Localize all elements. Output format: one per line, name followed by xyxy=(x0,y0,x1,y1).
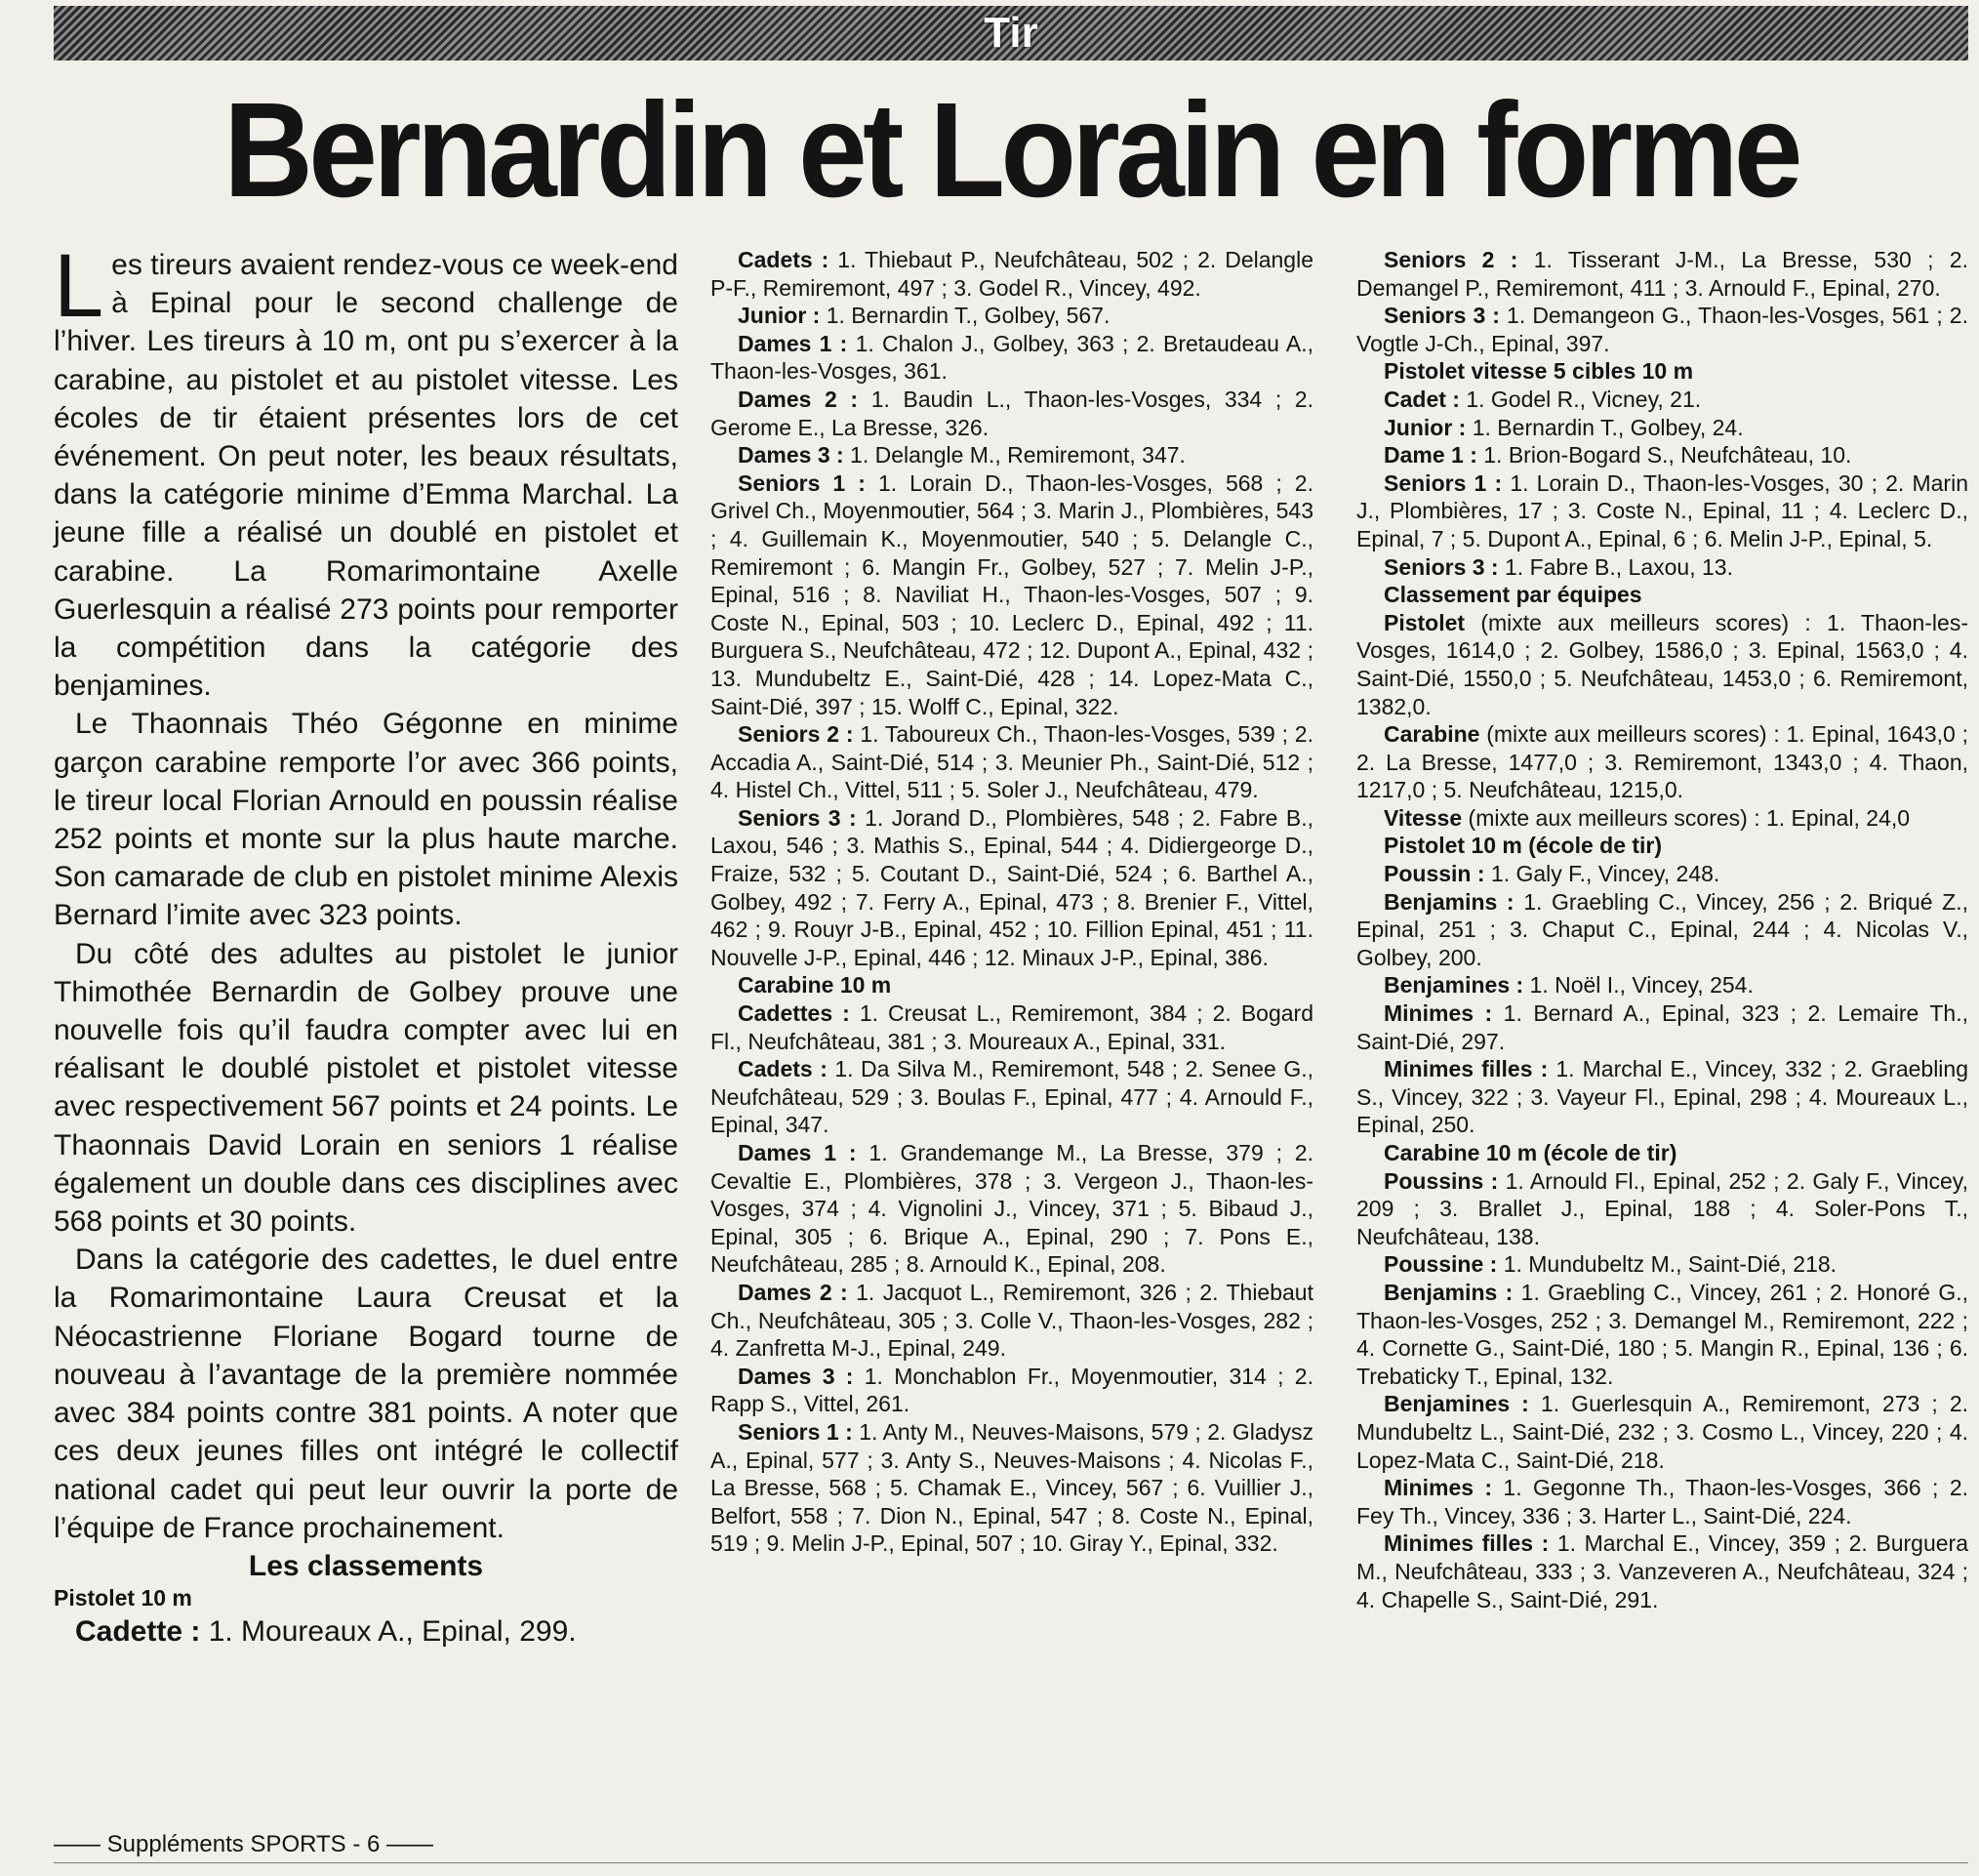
result-entry: Seniors 2 : 1. Tisserant J-M., La Bresse, 530 ; 2. Demangel P., Remiremont, 411 ; 3. Arnould F., Epinal, 270. xyxy=(1356,247,1968,301)
article-paragraph-3: Du côté des adultes au pistolet le junior Thimothée Bernardin de Golbey prouve une nouvelle fois qu’il faudra compter avec lui en réalisant le doublé pistolet et pistolet vitesse avec respectivement 567 points et 24 points. Le Thaonnais David Lorain en seniors 1 réalise également un double dans ces disciplines avec 568 points et 30 points. xyxy=(54,937,678,1239)
result-entry: Seniors 3 : 1. Jorand D., Plombières, 548 ; 2. Fabre B., Laxou, 546 ; 3. Mathis S., Epinal, 544 ; 4. Didiergeorge D., Fraize, 532 ; 5. Coutant D., Saint-Dié, 524 ; 6. Barthel A., Golbey, 492 ; 7. Ferry A., Epinal, 473 ; 8. Brenier F., Vittel, 462 ; 9. Rouyr J-B., Epinal, 452 ; 10. Fillion Epinal, 451 ; 11. Nouvelle J-P., Epinal, 446 ; 12. Minaux J-P., Epinal, 386. xyxy=(710,804,1313,970)
result-entry: Seniors 2 : 1. Taboureux Ch., Thaon-les-Vosges, 539 ; 2. Accadia A., Saint-Dié, 514 ; 3. Meunier Ph., Saint-Dié, 512 ; 4. Histel Ch., Vittel, 511 ; 5. Soler J., Neufchâteau, 479. xyxy=(710,721,1313,803)
result-entry: Poussins : 1. Arnould Fl., Epinal, 252 ; 2. Galy F., Vincey, 209 ; 3. Brallet J., Epinal, 188 ; 4. Soler-Pons T., Neufchâteau, 138. xyxy=(1356,1167,1968,1249)
result-entry: Benjamines : 1. Guerlesquin A., Remiremont, 273 ; 2. Mundubeltz L., Saint-Dié, 232 ; 3. Cosmo L., Vincey, 220 ; 4. Lopez-Mata C., Saint-Dié, 218. xyxy=(1356,1391,1969,1473)
results-section-title: Carabine 10 m (école de tir) xyxy=(1384,1140,1677,1165)
bottom-rule xyxy=(54,1862,1968,1863)
result-entry: Dames 2 : 1. Baudin L., Thaon-les-Vosges, 334 ; 2. Gerome E., La Bresse, 326. xyxy=(710,386,1313,440)
result-entry: Pistolet (mixte aux meilleurs scores) : 1. Thaon-les-Vosges, 1614,0 ; 2. Golbey, 1586,0 ; 3. Epinal, 1563,0 ; 4. Saint-Dié, 1550,0 ; 5. Neufchâteau, 1453,0 ; 6. Remiremont, 1382,0. xyxy=(1356,609,1968,719)
classements-heading: Les classements xyxy=(248,1549,484,1582)
result-entry: Dames 3 : 1. Monchablon Fr., Moyenmoutier, 314 ; 2. Rapp S., Vittel, 261. xyxy=(710,1363,1313,1417)
result-entry: Junior : 1. Bernardin T., Golbey, 24. xyxy=(1384,414,1744,440)
results-section-title: Pistolet 10 m xyxy=(54,1584,192,1611)
result-entry: Seniors 1 : 1. Anty M., Neuves-Maisons, 579 ; 2. Gladysz A., Epinal, 577 ; 3. Anty S., Neuves-Maisons ; 4. Nicolas F., La Bresse, 568 ; 5. Chamak E., Vincey, 567 ; 6. Vuillier J., Belfort, 558 ; 7. Dion N., Epinal, 547 ; 8. Coste N., Epinal, 519 ; 9. Melin J-P., Epinal, 507 ; 10. Giray Y., Epinal, 332. xyxy=(710,1418,1313,1557)
result-entry: Dame 1 : 1. Brion-Bogard S., Neufchâteau, 10. xyxy=(1384,442,1852,469)
result-entry: Cadets : 1. Thiebaut P., Neufchâteau, 502 ; 2. Delangle P-F., Remiremont, 497 ; 3. Godel R., Vincey, 492. xyxy=(710,247,1314,301)
article-column-1 xyxy=(54,236,678,1651)
result-entry: Minimes : 1. Bernard A., Epinal, 323 ; 2. Lemaire Th., Saint-Dié, 297. xyxy=(1356,1000,1968,1054)
section-rubric xyxy=(54,6,1968,61)
results-section-title: Pistolet vitesse 5 cibles 10 m xyxy=(1384,358,1694,385)
page-footer: —— Suppléments SPORTS - 6 —— xyxy=(54,1830,433,1859)
result-entry: Dames 1 : 1. Grandemange M., La Bresse, 379 ; 2. Cevaltie E., Plombières, 378 ; 3. Vergeon J., Thaon-les-Vosges, 374 ; 4. Vignolini J., Vincey, 371 ; 5. Bibaud J., Epinal, 305 ; 6. Brique A., Epinal, 290 ; 7. Pons E., Neufchâteau, 285 ; 8. Arnould K., Epinal, 208. xyxy=(710,1140,1313,1278)
result-entry: Dames 2 : 1. Jacquot L., Remiremont, 326 ; 2. Thiebaut Ch., Neufchâteau, 305 ; 3. Colle V., Thaon-les-Vosges, 282 ; 4. Zanfretta M-J., Epinal, 249. xyxy=(710,1279,1313,1362)
result-entry: Seniors 1 : 1. Lorain D., Thaon-les-Vosges, 30 ; 2. Marin J., Plombières, 17 ; 3. Coste N., Epinal, 11 ; 4. Leclerc D., Epinal, 7 ; 5. Dupont A., Epinal, 6 ; 6. Melin J-P., Epinal, 5. xyxy=(1356,469,1968,551)
rubric-label: Tir xyxy=(984,9,1038,57)
result-entry: Cadettes : 1. Creusat L., Remiremont, 384 ; 2. Bogard Fl., Neufchâteau, 381 ; 3. Moureaux A., Epinal, 331. xyxy=(710,1000,1313,1054)
result-entry: Minimes filles : 1. Marchal E., Vincey, 332 ; 2. Graebling S., Vincey, 322 ; 3. Vayeur Fl., Epinal, 298 ; 4. Moureaux L., Epinal, 250. xyxy=(1356,1056,1969,1138)
result-entry: Poussin : 1. Galy F., Vincey, 248. xyxy=(1384,861,1720,887)
result-entry: Dames 3 : 1. Delangle M., Remiremont, 347. xyxy=(738,442,1186,469)
article-paragraph-4: Dans la catégorie des cadettes, le duel entre la Romarimontaine Laura Creusat et la Néocastrienne Floriane Bogard tourne de nouveau à l’avantage de la première nommée avec 384 points contre 381 points. A noter que ces deux jeunes filles ont intégré le collectif national cadet qui peut leur ouvrir la porte de l’équipe de France prochainement. xyxy=(54,1244,678,1544)
results-section-title: Classement par équipes xyxy=(1384,582,1642,608)
result-entry: Carabine (mixte aux meilleurs scores) : 1. Epinal, 1643,0 ; 2. La Bresse, 1477,0 ; 3. Remiremont, 1343,0 ; 4. Thaon, 1217,0 ; 5. Neufchâteau, 1215,0. xyxy=(1356,721,1968,803)
result-entry: Minimes : 1. Gegonne Th., Thaon-les-Vosges, 366 ; 2. Fey Th., Vincey, 336 ; 3. Harter L., Saint-Dié, 224. xyxy=(1356,1475,1968,1529)
headline: Bernardin et Lorain en forme xyxy=(223,75,1798,225)
result-entry: Cadet : 1. Godel R., Vicney, 21. xyxy=(1384,386,1702,412)
result-entry: Junior : 1. Bernardin T., Golbey, 567. xyxy=(738,303,1111,329)
result-entry: Seniors 3 : 1. Fabre B., Laxou, 13. xyxy=(1384,553,1733,580)
result-entry: Benjamines : 1. Noël I., Vincey, 254. xyxy=(1384,972,1754,999)
article-paragraph-1: Les tireurs avaient rendez-vous ce week-end à Epinal pour le second challenge de l’hiver. Les tireurs à 10 m, ont pu s’exercer à la carabine, au pistolet et au pistolet vitesse. Les écoles de tir étaient présentes lors de cet événement. On peut noter, les beaux résultats, dans la catégorie minime d’Emma Marchal. La jeune fille a réalisé un doublé en pistolet et carabine. La Romarimontaine Axelle Guerlesquin a réalisé 273 points pour remporter la compétition dans la catégorie des benjamines. xyxy=(54,236,678,703)
result-entry: Dames 1 : 1. Chalon J., Golbey, 363 ; 2. Bretaudeau A., Thaon-les-Vosges, 361. xyxy=(710,330,1313,385)
result-entry: Poussine : 1. Mundubeltz M., Saint-Dié, 218. xyxy=(1384,1251,1838,1278)
results-section-title: Pistolet 10 m (école de tir) xyxy=(1384,833,1663,859)
result-entry: Benjamins : 1. Graebling C., Vincey, 261 ; 2. Honoré G., Thaon-les-Vosges, 252 ; 3. Demangel M., Remiremont, 222 ; 4. Cornette G., Saint-Dié, 180 ; 5. Mangin R., Epinal, 136 ; 6. Trebaticky T., Epinal, 132. xyxy=(1356,1279,1968,1389)
results-column-2 xyxy=(710,246,1313,1558)
result-entry: Seniors 3 : 1. Demangeon G., Thaon-les-Vosges, 561 ; 2. Vogtle J-Ch., Epinal, 397. xyxy=(1356,303,1968,356)
results-column-3 xyxy=(1356,246,1968,1613)
result-entry: Benjamins : 1. Graebling C., Vincey, 256 ; 2. Briqué Z., Epinal, 251 ; 3. Chaput C., Epinal, 244 ; 4. Nicolas V., Golbey, 200. xyxy=(1356,888,1968,970)
result-entry: Vitesse (mixte aux meilleurs scores) : 1. Epinal, 24,0 xyxy=(1384,804,1911,831)
result-entry: Minimes filles : 1. Marchal E., Vincey, 359 ; 2. Burguera M., Neufchâteau, 333 ; 3. Vanzeveren A., Neufchâteau, 324 ; 4. Chapelle S., Saint-Dié, 291. xyxy=(1356,1530,1968,1612)
drop-cap: L xyxy=(54,236,104,336)
result-entry: Seniors 1 : 1. Lorain D., Thaon-les-Vosges, 568 ; 2. Grivel Ch., Moyenmoutier, 564 ; 3. Marin J., Plombières, 543 ; 4. Guillemain K., Moyenmoutier, 540 ; 5. Delangle C., Remiremont ; 6. Mangin Fr., Golbey, 527 ; 7. Melin J-P., Epinal, 516 ; 8. Naviliat H., Thaon-les-Vosges, 507 ; 9. Coste N., Epinal, 503 ; 10. Leclerc D., Epinal, 492 ; 11. Burguera S., Neufchâteau, 472 ; 12. Dupont A., Epinal, 432 ; 13. Mundubeltz E., Saint-Dié, 428 ; 14. Lopez-Mata C., Saint-Dié, 397 ; 15. Wolff C., Epinal, 322. xyxy=(710,469,1313,719)
article-paragraph-2: Le Thaonnais Théo Gégonne en minime garçon carabine remporte l’or avec 366 points, le tireur local Florian Arnould en poussin réalise 252 points et monte sur la plus haute marche. Son camarade de club en pistolet minime Alexis Bernard l’imite avec 323 points. xyxy=(54,708,678,932)
results-section-title: Carabine 10 m xyxy=(738,972,892,999)
result-entry: Cadets : 1. Da Silva M., Remiremont, 548 ; 2. Senee G., Neufchâteau, 529 ; 3. Boulas F., Epinal, 477 ; 4. Arnould F., Epinal, 347. xyxy=(710,1056,1313,1138)
result-entry: Cadette : 1. Moureaux A., Epinal, 299. xyxy=(75,1614,577,1648)
